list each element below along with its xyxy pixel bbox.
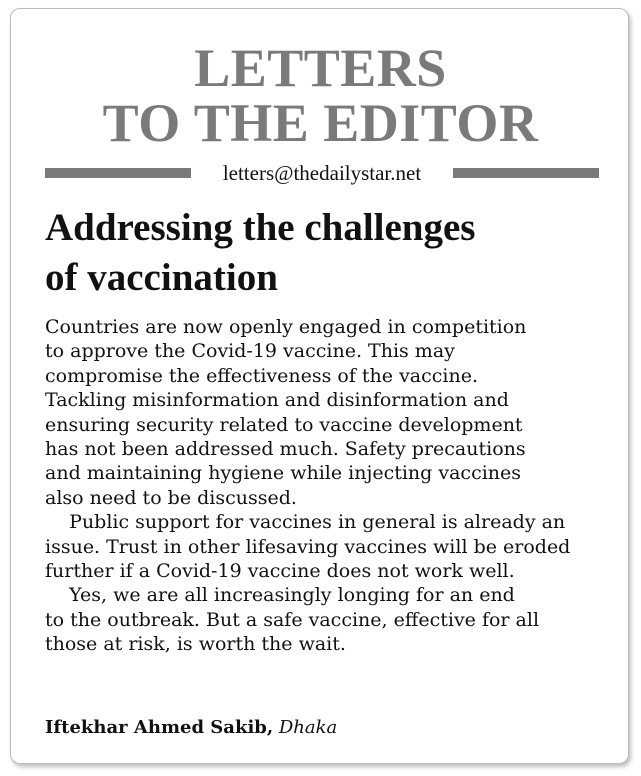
body-line: those at risk, is worth the wait. [45,633,346,656]
body-line: to the outbreak. But a safe vaccine, effective for all [45,608,540,631]
letter-headline [45,203,605,303]
email-row [45,159,599,187]
rule-right [453,168,599,178]
letter-card [10,8,629,764]
author-name: Iftekhar Ahmed Sakib, [45,717,274,738]
masthead-line-1: LETTERS [194,38,447,98]
body-line: ensuring security related to vaccine development [45,413,523,436]
editor-email[interactable]: letters@thedailystar.net [222,160,422,185]
body-line: Countries are now openly engaged in competition [45,316,527,338]
masthead-line-2: TO THE EDITOR [102,93,539,153]
body-line: issue. Trust in other lifesaving vaccines will be eroded [45,535,571,558]
body-line: also need to be discussed. [45,486,297,509]
section-masthead [11,38,630,153]
body-line: compromise the effectiveness of the vaccine. [45,364,479,387]
body-line: further if a Covid-19 vaccine does not work well. [45,560,515,583]
letter-byline [45,717,337,738]
body-line: to approve the Covid-19 vaccine. This may [45,340,455,363]
body-line: Yes, we are all increasingly longing for an end [45,584,515,607]
author-location: Dhaka [278,717,338,738]
rule-left [45,168,191,178]
letter-body [45,315,613,657]
body-line: has not been addressed much. Safety precautions [45,438,526,461]
body-line: and maintaining hygiene while injecting vaccines [45,462,522,485]
headline-line-2: of vaccination [45,256,278,299]
body-line: Tackling misinformation and disinformation and [45,389,509,412]
headline-line-1: Addressing the challenges [45,206,476,249]
body-line: Public support for vaccines in general is already an [45,511,566,534]
